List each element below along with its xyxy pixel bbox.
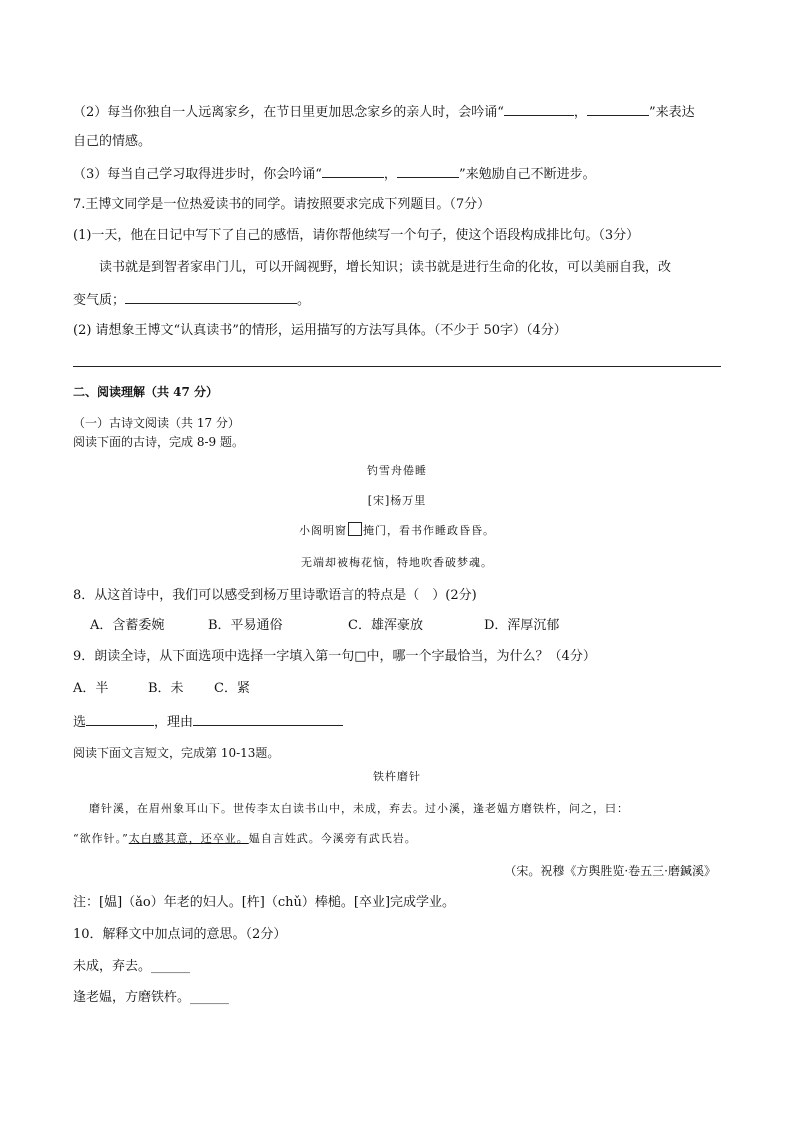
prose-underlined: 太白感其意，还卒业。 — [128, 832, 249, 845]
q7-passage-line2-post: 。 — [297, 293, 311, 308]
q7-title: 7.王博文同学是一位热爱读书的同学。请按照要求完成下列题目。（7分） — [73, 197, 491, 212]
q9-options — [73, 680, 250, 698]
subsection-title: （一）古诗文阅读（共 17 分） — [73, 416, 240, 430]
q6-item3-post: ”来勉励自己不断进步。 — [458, 167, 596, 182]
instruction: 阅读下面的古诗，完成 8-9 题。 — [73, 435, 244, 449]
q6-item2-pre: （2）每当你独自一人远离家乡，在节日里更加思念家乡的亲人时，会吟诵“ — [73, 105, 504, 120]
option-a[interactable]: A．半 — [73, 681, 109, 696]
option-b[interactable]: B．平易通俗 — [208, 618, 283, 633]
poem-line1 — [0, 522, 794, 540]
instruction: 阅读下面文言短文，完成第 10-13题。 — [73, 746, 280, 760]
q6-item3-line — [73, 164, 596, 184]
q10-item1: 未成，弃去。______ — [73, 959, 191, 974]
poem-line2: 无端却被梅花恼，特地吹香破梦魂。 — [301, 556, 493, 569]
prose-line1: 磨针溪，在眉州象耳山下。世传李太白读书山中，未成，弃去。过小溪，逢老媪方磨铁杵，问之，曰： — [89, 802, 629, 815]
blank-box-icon — [348, 522, 362, 536]
q9-answer-pre: 选 — [73, 715, 87, 730]
q10-item2: 逢老媪，方磨铁杵。______ — [73, 990, 230, 1005]
q7-passage-line2-pre: 变气质； — [73, 293, 126, 308]
poem-title: 钓雪舟倦睡 — [367, 464, 427, 477]
note: 注：[媪]（ǎo）年老的妇人。[杵]（chǔ）棒槌。[卒业]完成学业。 — [73, 895, 456, 910]
q6-item3-pre: （3）每当自己学习取得进步时，你会吟诵“ — [73, 167, 322, 182]
blank-field[interactable] — [193, 712, 343, 726]
q6-item2-line1 — [73, 102, 695, 122]
blank-field[interactable] — [322, 164, 384, 178]
option-b[interactable]: B．未 — [148, 681, 184, 696]
q9-stem: 9．朗读全诗，从下面选项中选择一字填入第一句□中，哪一个字最恰当，为什么？（4分） — [73, 649, 596, 664]
prose-source: （宋。祝穆《方舆胜览·卷五三·磨鍼溪》 — [504, 864, 716, 878]
option-a[interactable]: A．含蓄委婉 — [90, 618, 165, 633]
prose-line2 — [73, 830, 417, 848]
section-title: 二、阅读理解（共 47 分） — [73, 385, 219, 399]
q6-item2-comma: ， — [573, 105, 587, 120]
blank-field[interactable] — [504, 102, 574, 116]
option-c[interactable]: C．雄浑豪放 — [348, 618, 423, 633]
blank-field[interactable] — [587, 102, 649, 116]
option-d[interactable]: D．浑厚沉郁 — [484, 618, 560, 633]
prose-rest: 媪自言姓武。今溪旁有武氏岩。 — [248, 832, 417, 845]
blank-field[interactable] — [125, 290, 297, 304]
blank-field[interactable] — [86, 712, 154, 726]
prose-quote: “欲作针。” — [73, 832, 129, 845]
answer-line[interactable] — [73, 366, 721, 367]
q9-answer — [73, 712, 343, 732]
q6-item2-post: ”来表达 — [648, 105, 695, 120]
option-c[interactable]: C．紧 — [214, 681, 250, 696]
q6-item2-line2: 自己的情感。 — [73, 134, 152, 149]
q8-stem: 8．从这首诗中，我们可以感受到杨万里诗歌语言的特点是（ ）(2分) — [73, 588, 477, 603]
q9-answer-mid: ，理由 — [154, 715, 194, 730]
q7-passage-line2 — [73, 290, 310, 310]
q7-part1: (1)一天，他在日记中写下了自己的感悟，请你帮他续写一个句子，使这个语段构成排比句。（3分） — [73, 228, 640, 243]
q7-part2: (2) 请想象王博文“认真读书”的情形，运用描写的方法写具体。（不少于 50字）（4分） — [73, 323, 567, 338]
q10-stem: 10．解释文中加点词的意思。（2分） — [73, 927, 287, 942]
q8-options — [90, 617, 559, 635]
q7-passage-line1: 读书就是到智者家串门儿，可以开阔视野，增长知识；读书就是进行生命的化妆，可以美丽自我，改 — [99, 260, 672, 275]
poem-author: [宋]杨万里 — [367, 494, 427, 507]
poem-line1-pre: 小阁明窗 — [299, 524, 347, 537]
q6-item3-comma: ， — [383, 167, 397, 182]
poem-line1-post: 掩门，看书作睡政昏昏。 — [363, 524, 495, 537]
prose-title: 铁杵磨针 — [373, 770, 421, 783]
blank-field[interactable] — [397, 164, 459, 178]
